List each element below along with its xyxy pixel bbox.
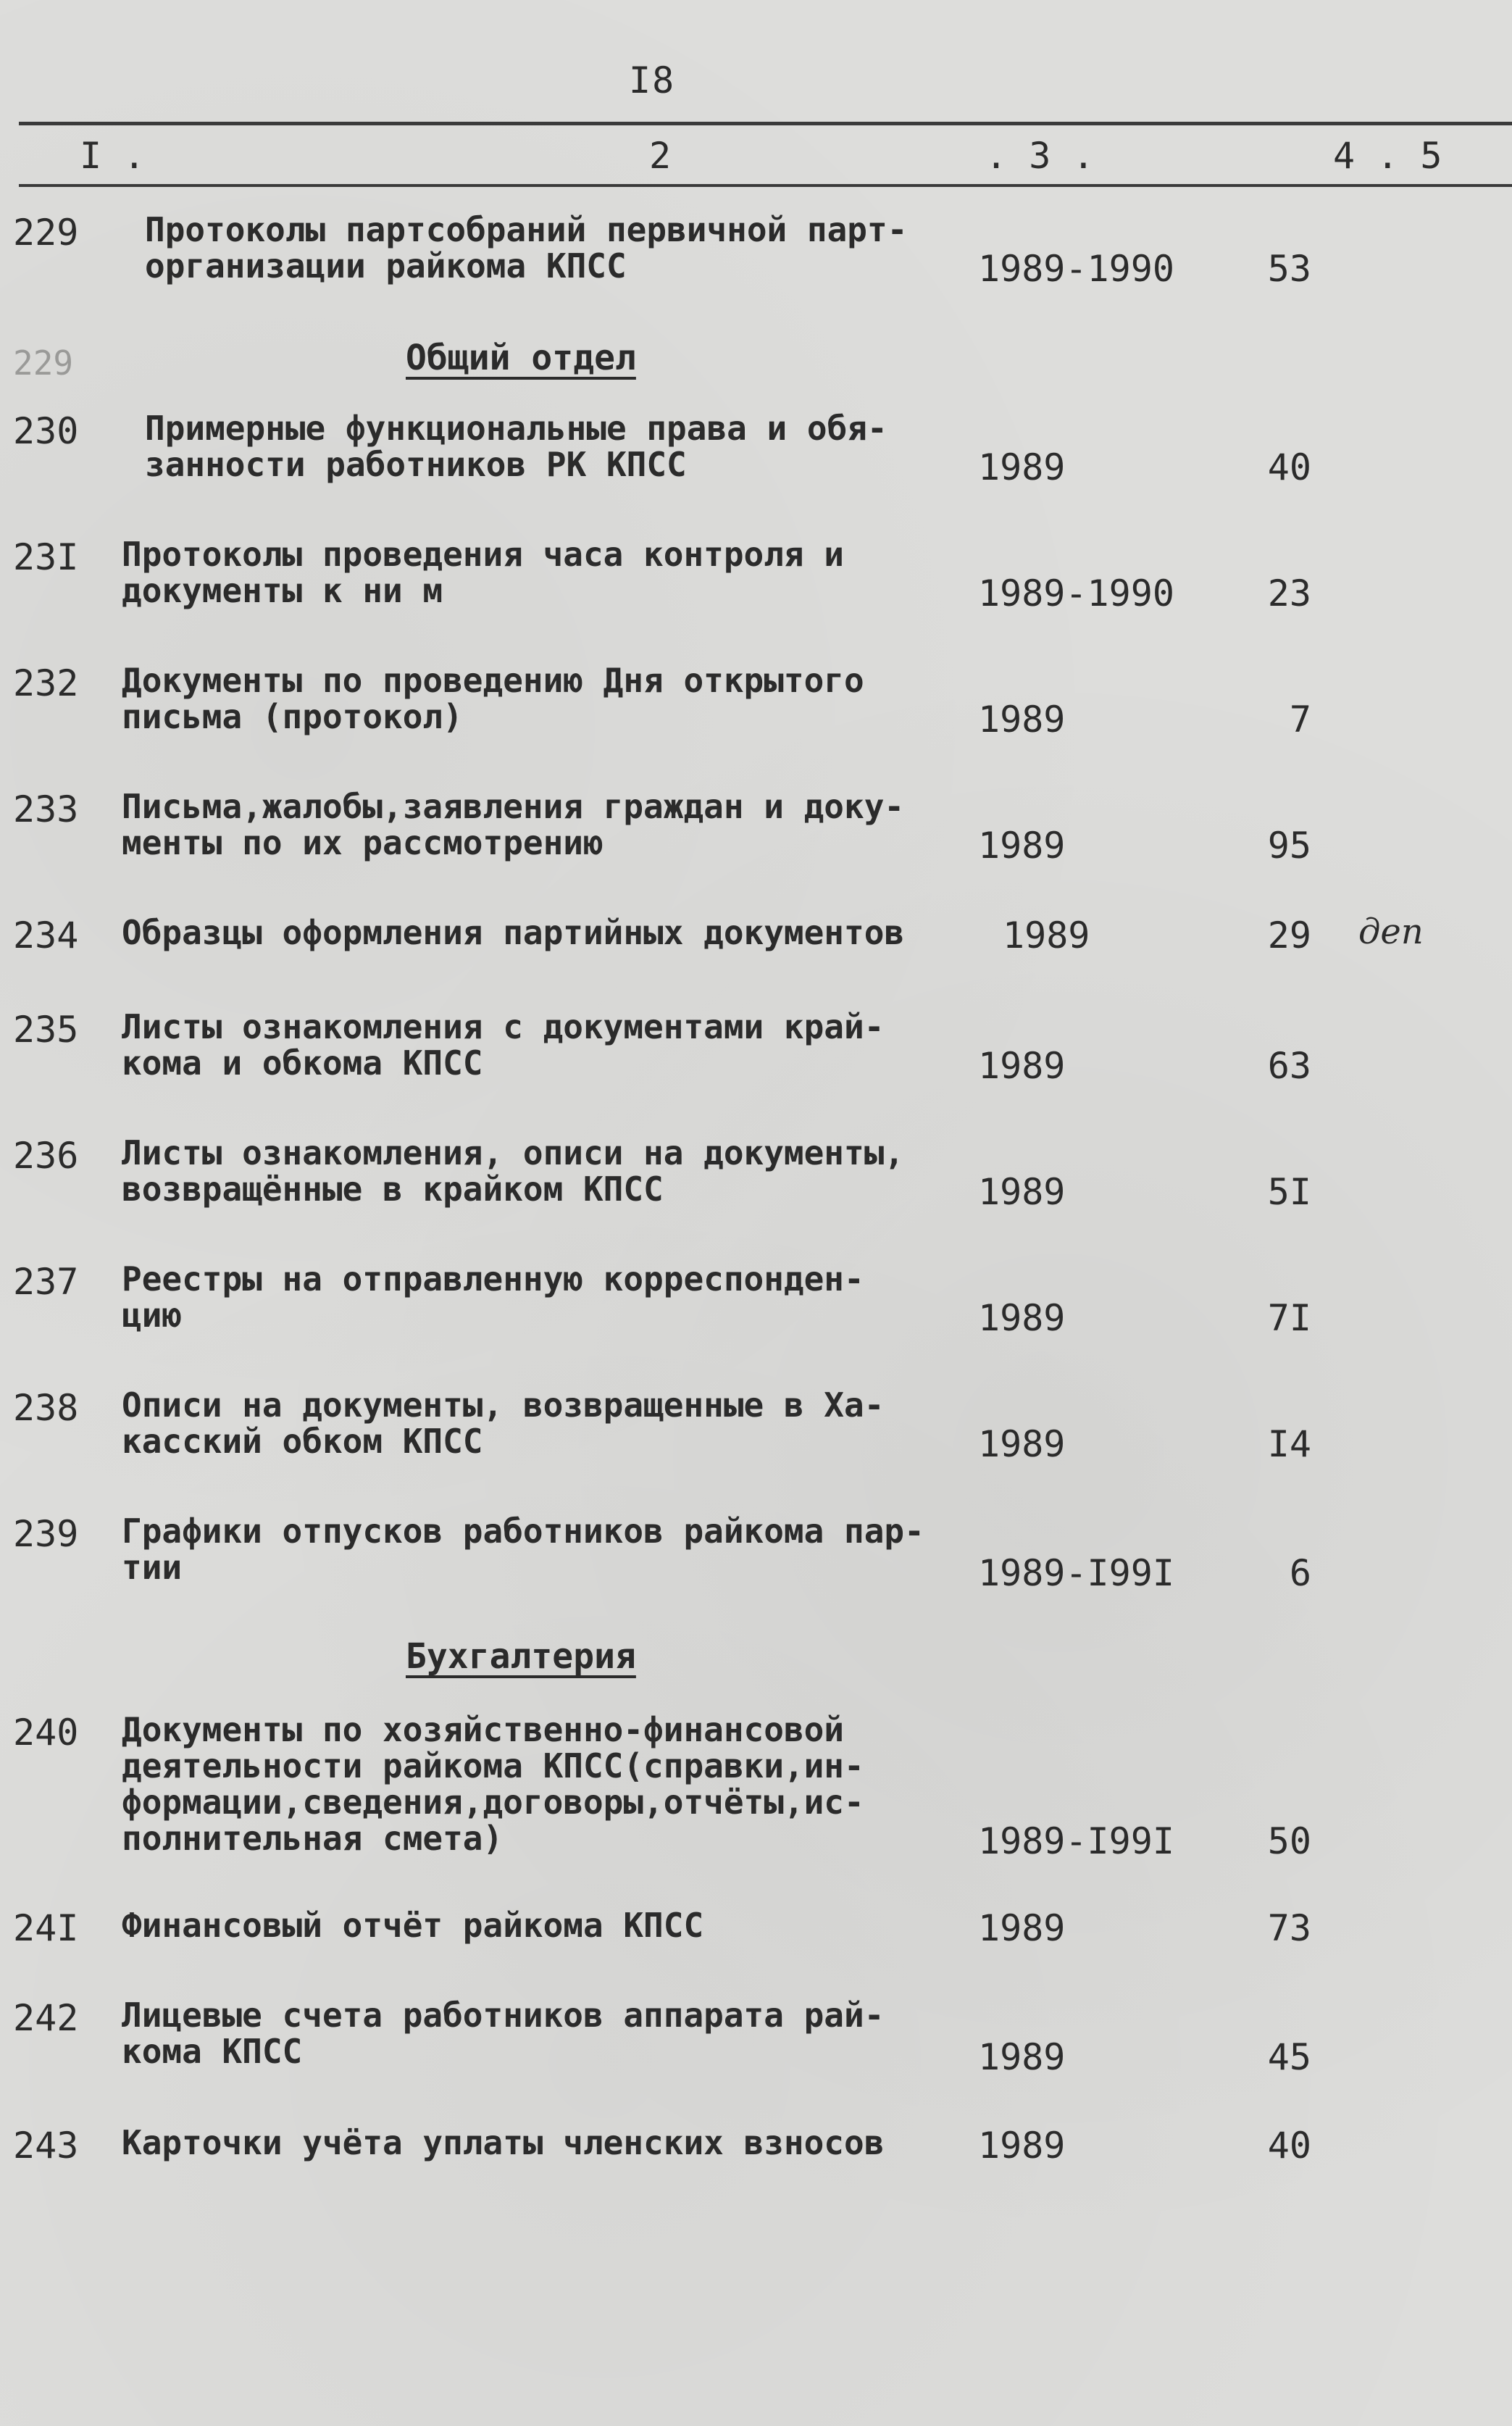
page-number: I8 bbox=[629, 59, 676, 101]
item-number: 240 bbox=[13, 1712, 79, 1754]
header-col-3: . 3 . bbox=[985, 135, 1095, 177]
list-item bbox=[0, 1009, 1512, 1103]
item-years: 1989-I99I bbox=[978, 1820, 1174, 1862]
faded-number: 229 bbox=[13, 343, 74, 383]
header-col-1: I . bbox=[80, 135, 146, 177]
list-item bbox=[0, 536, 1512, 630]
item-number: 243 bbox=[13, 2125, 79, 2167]
item-sheets: 95 bbox=[1267, 825, 1311, 867]
list-item bbox=[0, 1387, 1512, 1481]
item-years: 1989-1990 bbox=[978, 248, 1174, 290]
item-sheets: 73 bbox=[1267, 1907, 1311, 1949]
item-sheets: 40 bbox=[1267, 446, 1311, 488]
list-item bbox=[0, 914, 1512, 1009]
item-years: 1989 bbox=[978, 1423, 1066, 1465]
item-number: 242 bbox=[13, 1997, 79, 2039]
list-item bbox=[0, 2125, 1512, 2219]
item-title: Протоколы проведения часа контроля и документы к ни м bbox=[122, 535, 844, 610]
list-item bbox=[0, 662, 1512, 756]
item-years: 1989 bbox=[978, 1045, 1066, 1087]
item-years: 1989-1990 bbox=[978, 572, 1174, 614]
item-title: Примерные функциональные права и обя- занности работников РК КПСС bbox=[145, 409, 887, 484]
handwritten-note: деп bbox=[1358, 912, 1424, 952]
item-number: 230 bbox=[13, 410, 79, 452]
item-title: Листы ознакомления, описи на документы, возвращённые в крайком КПСС bbox=[122, 1133, 905, 1209]
item-years: 1989 bbox=[978, 699, 1066, 741]
item-years: 1989 bbox=[978, 825, 1066, 867]
item-sheets: 23 bbox=[1267, 572, 1311, 614]
list-item bbox=[0, 788, 1512, 883]
section-heading: Общий отдел bbox=[406, 338, 636, 378]
header-bottom-rule bbox=[19, 184, 1512, 187]
item-years: 1989 bbox=[978, 1907, 1066, 1949]
item-title: Описи на документы, возвращенные в Ха- касский обком КПСС bbox=[122, 1385, 885, 1461]
item-title: Документы по хозяйственно-финансовой деятельности райкома КПСС(справки,ин- формации,сведения,договоры,отчёты,ис- полнительная смета) bbox=[122, 1710, 864, 1858]
item-sheets: 29 bbox=[1267, 914, 1311, 956]
list-item bbox=[0, 1712, 1512, 1871]
item-sheets: 45 bbox=[1267, 2036, 1311, 2078]
item-number: 229 bbox=[13, 212, 79, 254]
item-sheets: 50 bbox=[1267, 1820, 1311, 1862]
list-item bbox=[0, 1907, 1512, 2001]
item-title: Письма,жалобы,заявления граждан и доку- менты по их рассмотрению bbox=[122, 787, 905, 862]
list-item bbox=[0, 1997, 1512, 2091]
item-sheets: 40 bbox=[1267, 2125, 1311, 2167]
item-number: 234 bbox=[13, 914, 79, 956]
item-number: 235 bbox=[13, 1009, 79, 1051]
item-sheets: 53 bbox=[1267, 248, 1311, 290]
item-sheets: 63 bbox=[1267, 1045, 1311, 1087]
item-years: 1989 bbox=[978, 446, 1066, 488]
item-years: 1989 bbox=[978, 2125, 1066, 2167]
list-item bbox=[0, 1261, 1512, 1355]
header-col-2: 2 bbox=[649, 135, 672, 177]
item-years: 1989 bbox=[978, 2036, 1066, 2078]
item-title: Документы по проведению Дня открытого письма (протокол) bbox=[122, 661, 864, 736]
item-number: 236 bbox=[13, 1135, 79, 1177]
item-number: 232 bbox=[13, 662, 79, 704]
item-title: Листы ознакомления с документами край- кома и обкома КПСС bbox=[122, 1007, 885, 1083]
item-sheets: I4 bbox=[1267, 1423, 1311, 1465]
item-title: Графики отпусков работников райкома пар- тии bbox=[122, 1512, 924, 1587]
header-top-rule bbox=[19, 122, 1512, 125]
list-item bbox=[0, 1135, 1512, 1229]
item-title: Финансовый отчёт райкома КПСС bbox=[122, 1906, 704, 1945]
item-number: 23I bbox=[13, 536, 79, 578]
list-item bbox=[0, 410, 1512, 504]
item-title: Протоколы партсобраний первичной парт- организации райкома КПСС bbox=[145, 210, 908, 285]
item-number: 238 bbox=[13, 1387, 79, 1429]
item-years: 1989 bbox=[978, 1171, 1066, 1213]
item-title: Лицевые счета работников аппарата рай- кома КПСС bbox=[122, 1996, 885, 2071]
item-number: 233 bbox=[13, 788, 79, 830]
section-heading: Бухгалтерия bbox=[406, 1636, 636, 1677]
item-title: Карточки учёта уплаты членских взносов bbox=[122, 2123, 885, 2162]
item-number: 239 bbox=[13, 1513, 79, 1555]
list-item bbox=[0, 1513, 1512, 1607]
item-sheets: 6 bbox=[1289, 1552, 1311, 1594]
item-years: 1989-I99I bbox=[978, 1552, 1174, 1594]
item-title: Реестры на отправленную корреспонден- цию bbox=[122, 1259, 864, 1335]
item-sheets: 7I bbox=[1267, 1297, 1311, 1339]
list-item bbox=[0, 212, 1512, 306]
item-years: 1989 bbox=[978, 1297, 1066, 1339]
item-sheets: 5I bbox=[1267, 1171, 1311, 1213]
item-title: Образцы оформления партийных документов bbox=[122, 913, 905, 952]
item-number: 24I bbox=[13, 1907, 79, 1949]
header-col-4-5: 4 . 5 bbox=[1333, 135, 1442, 177]
item-number: 237 bbox=[13, 1261, 79, 1303]
item-sheets: 7 bbox=[1289, 699, 1311, 741]
item-years: 1989 bbox=[1003, 914, 1090, 956]
